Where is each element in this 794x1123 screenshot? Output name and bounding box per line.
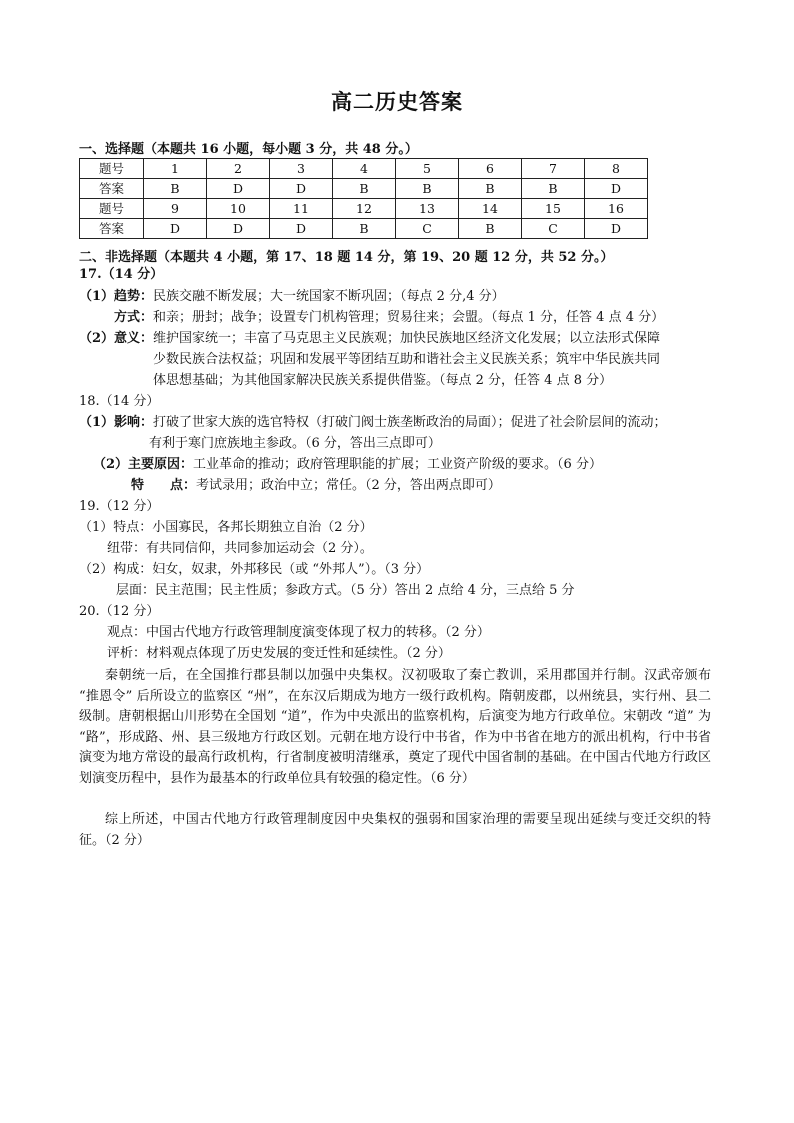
cell: 3 [270,159,333,179]
cell: B [459,179,522,199]
cell: B [522,179,585,199]
cell: D [270,179,333,199]
cell: 4 [333,159,396,179]
q17-line4: 少数民族合法权益；巩固和发展平等团结互助和谐社会主义民族关系；筑牢中华民族共同 [153,352,661,367]
q19-line4: 层面：民主范围；民主性质；参政方式。（5 分）答出 2 点给 4 分，三点给 5 分 [116,583,575,598]
q17-trend-label: （1）趋势： [79,289,154,304]
row-label: 题号 [80,159,144,179]
cell: B [459,219,522,239]
q17-method-text: 和亲；册封；战争；设置专门机构管理；贸易往来；会盟。（每点 1 分，任答 4 点 4 分） [153,310,665,325]
q20-paragraph2: 综上所述，中国古代地方行政管理制度因中央集权的强弱和国家治理的需要呈现出延续与变迁交织的特征。（2 分） [79,812,711,848]
cell: 13 [396,199,459,219]
q17-line2 [114,308,664,328]
cell: D [270,219,333,239]
cell: 12 [333,199,396,219]
q17-method-label: 方式： [114,310,154,325]
q18-heading: 18.（14 分） [79,394,160,409]
cell: 7 [522,159,585,179]
q18-reason-label: （2）主要原因： [93,457,194,472]
q20-line1: 观点：中国古代地方行政管理制度演变体现了权力的转移。（2 分） [107,625,490,640]
q18-impact-label: （1）影响： [79,415,154,430]
cell: 15 [522,199,585,219]
q17-line5: 体思想基础；为其他国家解决民族关系提供借鉴。（每点 2 分，任答 4 点 8 分） [153,373,613,388]
q18-line2: 有利于寒门庶族地主参政。（6 分，答出三点即可） [149,436,441,451]
cell: 16 [585,199,648,219]
cell: 9 [144,199,207,219]
q20-heading: 20.（12 分） [79,604,160,619]
cell: D [207,179,270,199]
q18-reason-text: 工业革命的推动；政府管理职能的扩展；工业资产阶级的要求。（6 分） [193,457,602,472]
row-label: 答案 [80,219,144,239]
cell: 10 [207,199,270,219]
cell: 8 [585,159,648,179]
cell: 1 [144,159,207,179]
q17-heading: 17.（14 分） [79,267,164,282]
table-row [80,199,648,219]
cell: B [333,179,396,199]
cell: 2 [207,159,270,179]
cell: B [333,219,396,239]
cell: 5 [396,159,459,179]
q18-line3 [93,455,602,475]
cell: D [207,219,270,239]
q18-feature-label: 特 点： [131,478,197,493]
cell: C [396,219,459,239]
table-row [80,179,648,199]
q19-line3: （2）构成：妇女，奴隶，外邦移民（或 “外邦人”）。（3 分） [79,562,430,577]
row-label: 答案 [80,179,144,199]
section2-heading: 二、非选择题（本题共 4 小题，第 17、18 题 14 分，第 19、20 题 12 分，共 52 分。） [79,250,614,265]
q17-meaning-text: 维护国家统一；丰富了马克思主义民族观；加快民族地区经济文化发展；以立法形式保障 [153,331,661,346]
cell: D [585,179,648,199]
q17-meaning-label: （2）意义： [79,331,154,346]
q20-line2: 评析：材料观点体现了历史发展的变迁性和延续性。（2 分） [107,646,451,661]
cell: 14 [459,199,522,219]
cell: B [144,179,207,199]
cell: 6 [459,159,522,179]
q19-line2: 纽带：有共同信仰，共同参加运动会（2 分）。 [107,541,373,556]
row-label: 题号 [80,199,144,219]
cell: 11 [270,199,333,219]
cell: C [522,219,585,239]
q18-impact-text: 打破了世家大族的选官特权（打破门阀士族垄断政治的局面）；促进了社会阶层间的流动； [153,415,667,430]
section1-heading: 一、选择题（本题共 16 小题，每小题 3 分，共 48 分。） [79,142,418,157]
cell: D [585,219,648,239]
q18-line4 [131,476,501,496]
q17-line1 [79,287,505,307]
q19-heading: 19.（12 分） [79,499,160,514]
table-row [80,219,648,239]
q19-line1: （1）特点：小国寡民，各邦长期独立自治（2 分） [79,520,373,535]
q20-paragraph1: 秦朝统一后，在全国推行郡县制以加强中央集权。汉初吸取了秦亡教训，采用郡国并行制。汉武帝颁布 “推恩令” 后所设立的监察区 “州”，在东汉后期成为地方一级行政机构。隋朝废郡，以州统县，实行州、县二级制。唐朝根据山川形势在全国划 “道”，作为中央派出的监察机构，后演变为地方行政单位。宋朝改 “道” 为 “路”，形成路、州、县三级地方行政区划。元朝在地方设行中书省，作为中书省在地方的派出机构，行中书省演变为地方常设的最高行政机构，行省制度被明清继承，奠定了现代中国省制的基础。在中国古代地方行政区划演变历程中，县作为最基本的行政单位具有较强的稳定性。（6 分） [79,668,711,786]
cell: D [144,219,207,239]
q18-line1 [79,413,667,433]
q18-feature-text: 考试录用；政治中立；常任。（2 分，答出两点即可） [196,478,501,493]
q17-line3 [79,329,660,349]
q17-trend-text: 民族交融不断发展；大一统国家不断巩固；（每点 2 分,4 分） [153,289,505,304]
answer-table [79,158,648,239]
page-title: 高二历史答案 [331,89,463,114]
cell: B [396,179,459,199]
table-row [80,159,648,179]
